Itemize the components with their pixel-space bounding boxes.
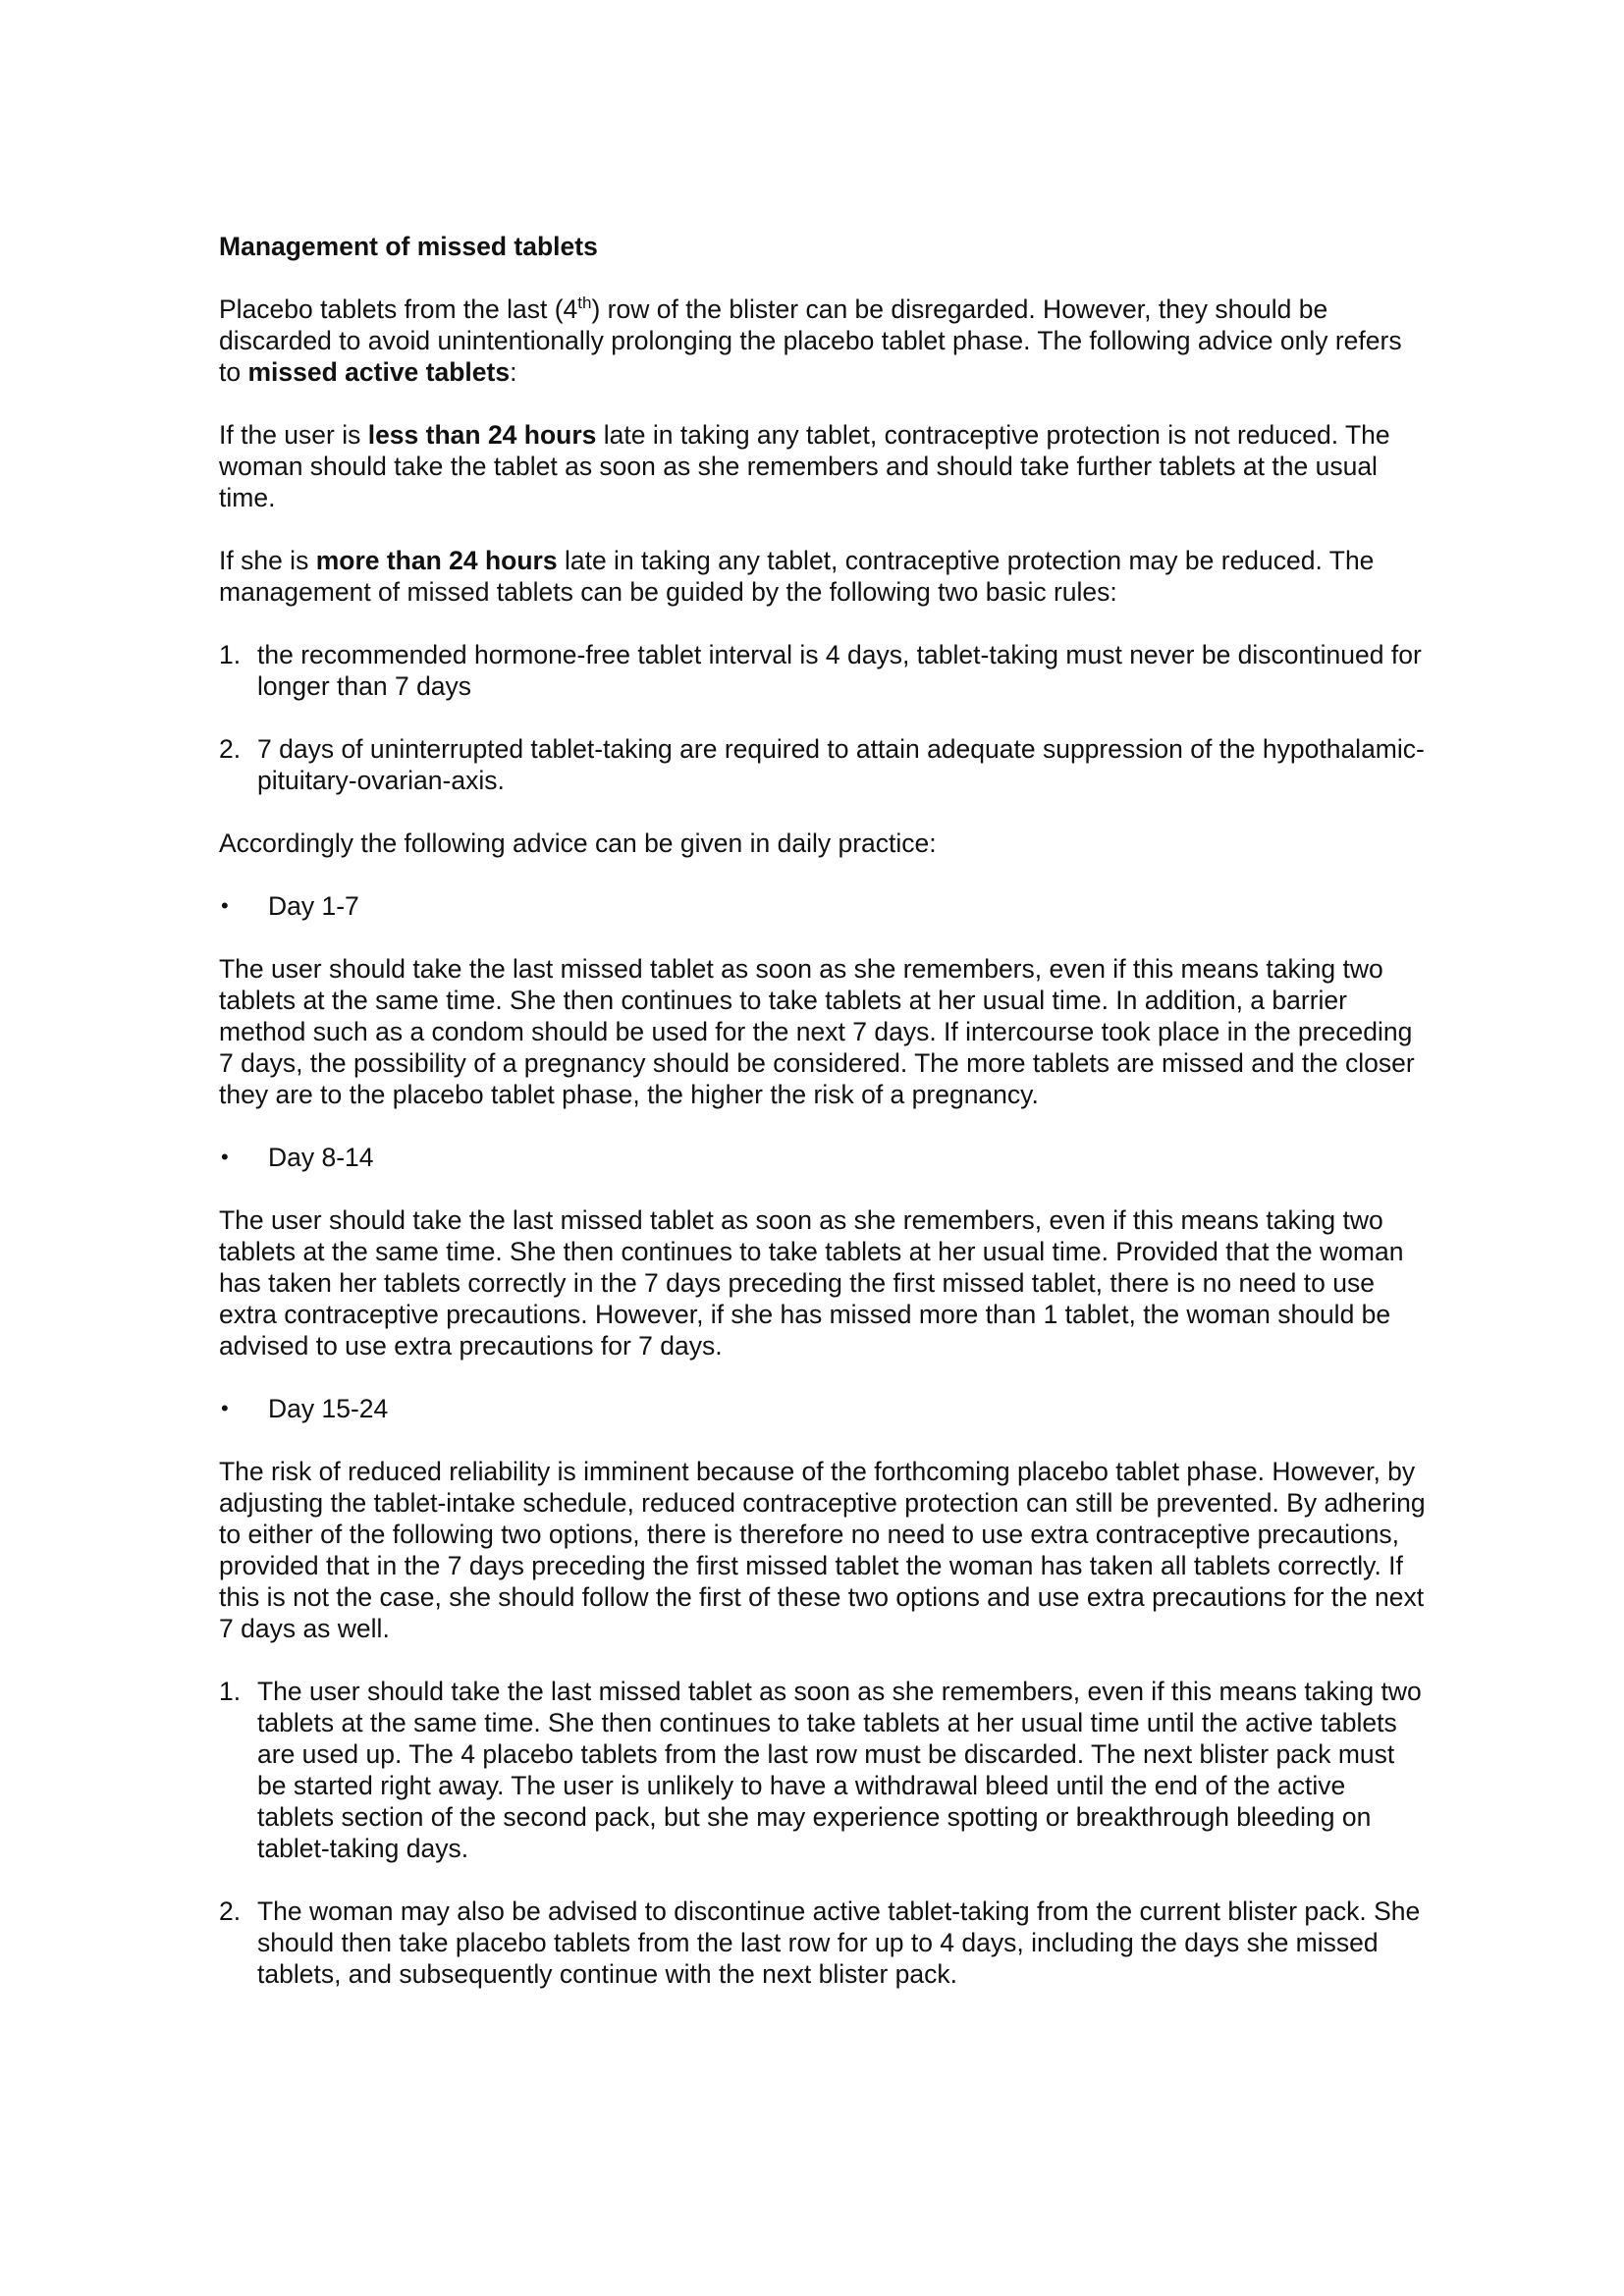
option-number: 2. — [219, 1896, 242, 1926]
more24-pre: If she is — [219, 546, 316, 575]
bullet-icon: • — [221, 1145, 229, 1169]
bullet-label: Day 8-14 — [268, 1143, 374, 1172]
rule-number: 1. — [219, 640, 242, 669]
less-than-24-paragraph — [219, 419, 1427, 513]
rule-item — [219, 733, 1427, 796]
intro-text-1: Placebo tablets from the last (4 — [219, 294, 578, 324]
less24-post: late in taking any tablet, contraceptive protection is not reduced. The woman should take the tablet as soon as she remembers and should take further tablets at the usual time. — [219, 420, 1390, 512]
day-8-14-paragraph: The user should take the last missed tablet as soon as she remembers, even if this means taking two tablets at the same time. She then continues to take tablets at her usual time. Provided that the woman has taken her tablets correctly in the 7 days preceding the first missed tablet, there is no need to use extra contraceptive precautions. However, if she has missed more than 1 tablet, the woman should be advised to use extra precautions for 7 days. — [219, 1205, 1404, 1361]
option-item — [219, 1676, 1427, 1864]
intro-text-2: ) row of the blister can be disregarded. However, they should be discarded to avoid unintentionally prolonging the placebo tablet phase. The following advice only refers to — [219, 294, 1402, 387]
bullet-label: Day 1-7 — [268, 891, 359, 921]
rule-text: the recommended hormone-free tablet interval is 4 days, tablet-taking must never be discontinued for longer than 7 days — [257, 640, 1422, 701]
more24-post: late in taking any tablet, contraceptive protection may be reduced. The management of missed tablets can be guided by the following two basic rules: — [219, 546, 1375, 607]
rule-item — [219, 639, 1427, 702]
day-15-24-paragraph: The risk of reduced reliability is imminent because of the forthcoming placebo tablet phase. However, by adjusting the tablet-intake schedule, reduced contraceptive protection can still be prevented. By adhering to either of the following two options, there is therefore no need to use extra contraceptive precautions, provided that in the 7 days preceding the first missed tablet the woman has taken all tablets correctly. If this is not the case, she should follow the first of these two options and use extra precautions for the next 7 days as well. — [219, 1457, 1426, 1643]
day-1-7-paragraph: The user should take the last missed tablet as soon as she remembers, even if this means taking two tablets at the same time. She then continues to take tablets at her usual time. In addition, a barrier method such as a condom should be used for the next 7 days. If intercourse took place in the preceding 7 days, the possibility of a pregnancy should be considered. The more tablets are missed and the closer they are to the placebo tablet phase, the higher the risk of a pregnancy. — [219, 954, 1415, 1109]
bullet-icon: • — [221, 1396, 229, 1420]
option-text: The woman may also be advised to discontinue active tablet-taking from the current blister pack. She should then take placebo tablets from the last row for up to 4 days, including the days she missed tablets, and subsequently continue with the next blister pack. — [257, 1896, 1421, 1989]
rule-number: 2. — [219, 734, 242, 764]
bullet-day-15-24 — [219, 1393, 1427, 1424]
option-text: The user should take the last missed tablet as soon as she remembers, even if this means taking two tablets at the same time. She then continues to take tablets at her usual time until the active tablets are used up. The 4 placebo tablets from the last row must be discarded. The next blister pack must be started right away. The user is unlikely to have a withdrawal bleed until the end of the active tablets section of the second pack, but she may experience spotting or breakthrough bleeding on tablet-taking days. — [257, 1677, 1422, 1863]
intro-superscript: th — [577, 294, 592, 313]
intro-text-3: : — [510, 357, 517, 387]
bullet-day-8-14 — [219, 1142, 1427, 1173]
less24-pre: If the user is — [219, 420, 368, 450]
bullet-label: Day 15-24 — [268, 1394, 389, 1423]
intro-paragraph — [219, 294, 1427, 388]
accordingly-paragraph: Accordingly the following advice can be given in daily practice: — [219, 828, 937, 858]
intro-bold: missed active tablets — [247, 357, 511, 387]
rule-text: 7 days of uninterrupted tablet-taking are required to attain adequate suppression of the hypothalamic-pituitary-ovarian-axis. — [257, 734, 1425, 795]
more-than-24-paragraph — [219, 545, 1427, 608]
bullet-icon: • — [221, 893, 229, 918]
option-item — [219, 1896, 1427, 1990]
option-number: 1. — [219, 1677, 242, 1706]
less24-bold: less than 24 hours — [367, 420, 597, 450]
section-heading: Management of missed tablets — [219, 232, 598, 261]
bullet-day-1-7 — [219, 890, 1427, 922]
more24-bold: more than 24 hours — [315, 546, 558, 575]
document-page — [219, 231, 1427, 2021]
